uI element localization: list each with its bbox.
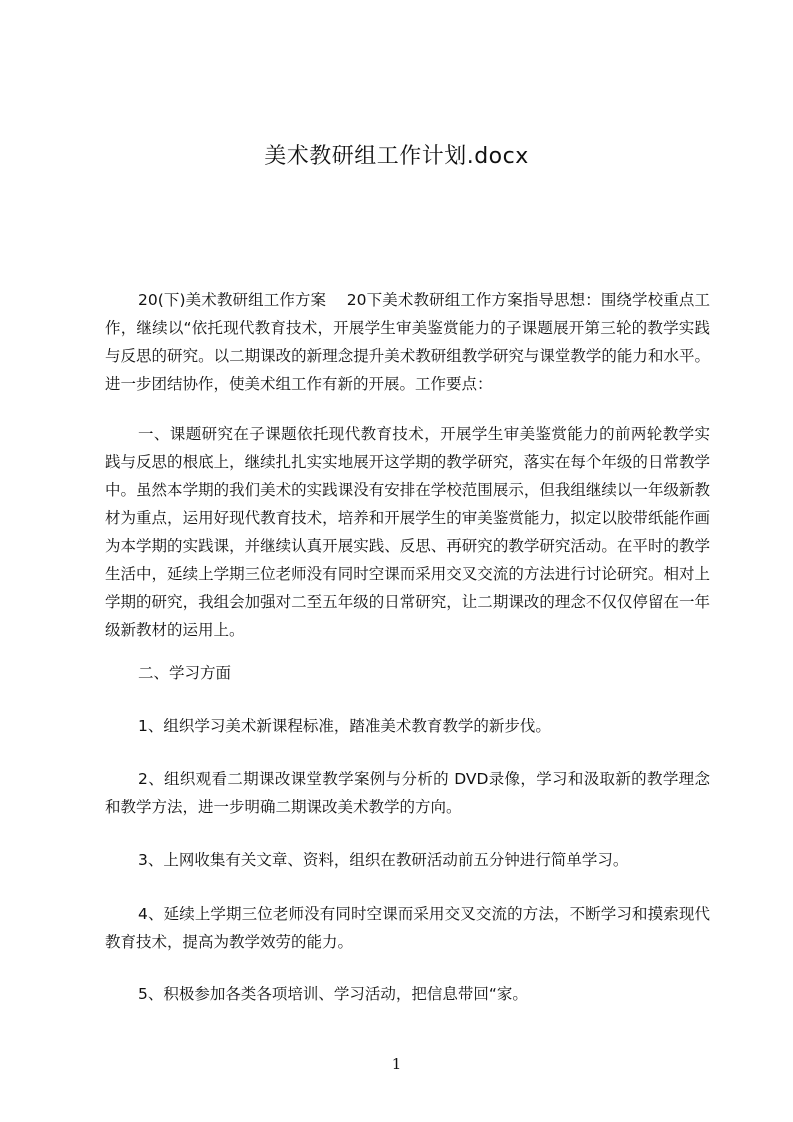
list-item-study-1: 1、组织学习美术新课程标准，踏准美术教育教学的新步伐。 (138, 717, 551, 735)
paragraph-guiding-idea: 20(下)美术教研组工作方案 20下美术教研组工作方案指导思想：围绕学校重点工作，继续以“依托现代教育技术，开展学生审美鉴赏能力的子课题展开第三轮的教学实践与反思的研究。以二期课改的新理念提升美术教研组教学研究与课堂教学的能力和水平。进一步团结协作，使美术组工作有新的开展。工作要点： (105, 291, 710, 393)
list-item-study-4: 4、延续上学期三位老师没有同时空课而采用交叉交流的方法，不断学习和摸索现代教育技术，提高为教学效劳的能力。 (105, 905, 710, 951)
list-item-study-2: 2、组织观看二期课改课堂教学案例与分析的 DVD录像，学习和汲取新的教学理念和教学方法，进一步明确二期课改美术教学的方向。 (105, 770, 710, 816)
page-number: 1 (391, 1055, 402, 1073)
document-title: 美术教研组工作计划.docx (264, 144, 529, 169)
section-heading-study: 二、学习方面 (138, 664, 232, 682)
paragraph-research: 一、课题研究在子课题依托现代教育技术，开展学生审美鉴赏能力的前两轮教学实践与反思的根底上，继续扎扎实实地展开这学期的教学研究，落实在每个年级的日常教学中。虽然本学期的我们美术的实践课没有安排在学校范围展示，但我组继续以一年级新教材为重点，运用好现代教育技术，培养和开展学生的审美鉴赏能力，拟定以胶带纸能作画为本学期的实践课，并继续认真开展实践、反思、再研究的教学研究活动。在平时的教学生活中，延续上学期三位老师没有同时空课而采用交叉交流的方法进行讨论研究。相对上学期的研究，我组会加强对二至五年级的日常研究，让二期课改的理念不仅仅停留在一年级新教材的运用上。 (105, 425, 710, 639)
list-item-study-3: 3、上网收集有关文章、资料，组织在教研活动前五分钟进行简单学习。 (138, 851, 629, 869)
list-item-study-5: 5、积极参加各类各项培训、学习活动，把信息带回“家。 (138, 985, 528, 1003)
